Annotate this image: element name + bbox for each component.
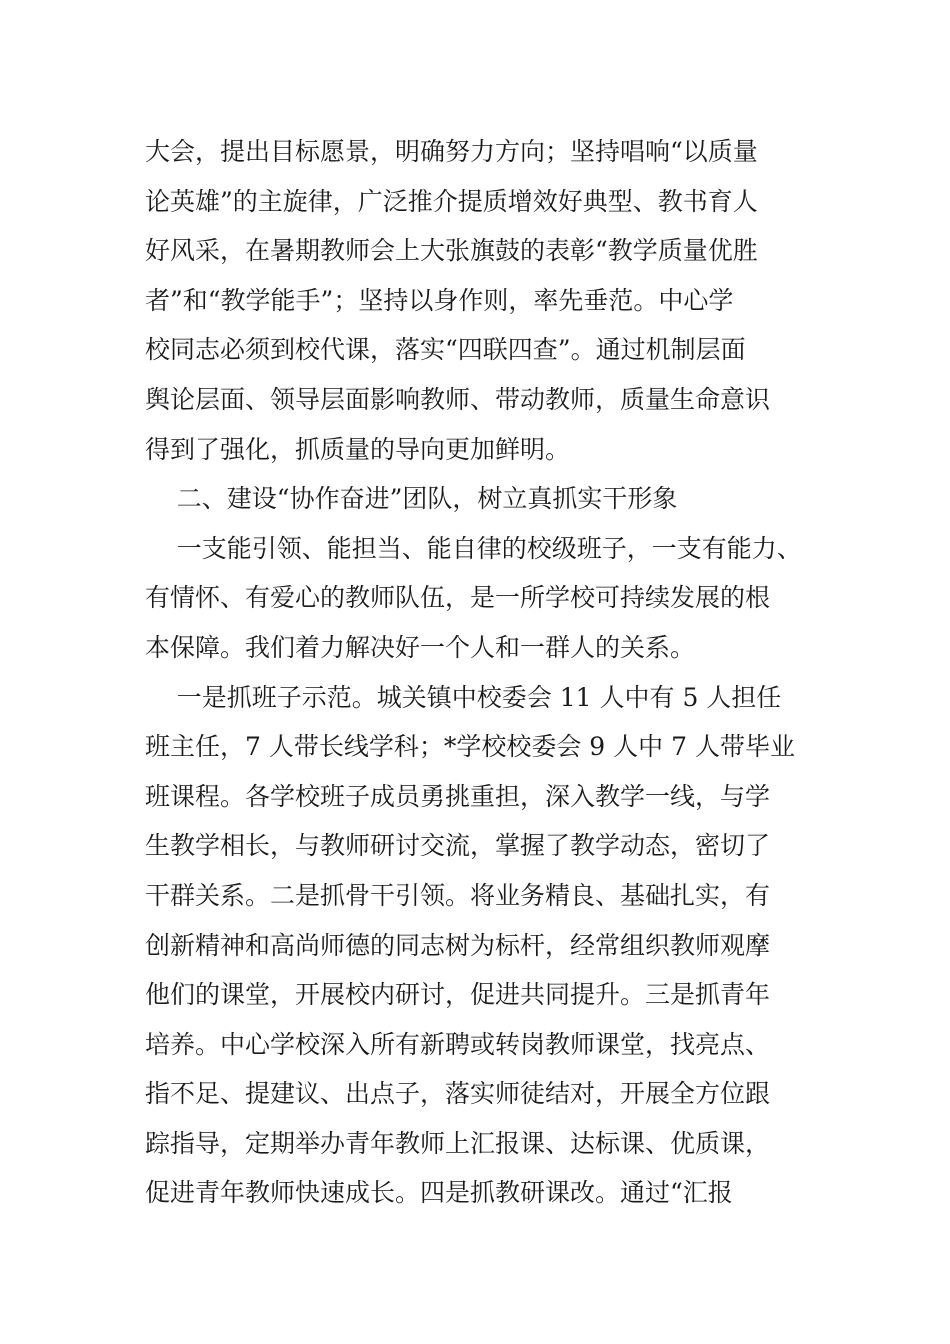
text-line: 班课程。各学校班子成员勇挑重担，深入教学一线，与学 bbox=[145, 781, 771, 811]
text-line: 舆论层面、领导层面影响教师、带动教师，质量生命意识 bbox=[145, 384, 771, 414]
text-line: 论英雄”的主旋律，广泛推介提质增效好典型、教书育人 bbox=[145, 186, 758, 216]
body-text bbox=[145, 127, 825, 1218]
text-line: 促进青年教师快速成长。四是抓教研课改。通过“汇报 bbox=[145, 1178, 733, 1208]
text-line: 校同志必须到校代课，落实“四联四查”。通过机制层面 bbox=[145, 335, 746, 365]
text-line: 生教学相长，与教师研讨交流，掌握了教学动态，密切了 bbox=[145, 831, 771, 861]
text-line: 一是抓班子示范。城关镇中校委会 11 人中有 5 人担任 bbox=[145, 682, 782, 712]
text-line: 本保障。我们着力解决好一个人和一群人的关系。 bbox=[145, 632, 696, 662]
text-line: 干群关系。二是抓骨干引领。将业务精良、基础扎实，有 bbox=[145, 880, 771, 910]
section-heading: 二、建设“协作奋进”团队，树立真抓实干形象 bbox=[145, 484, 678, 514]
text-line: 好风采，在暑期教师会上大张旗鼓的表彰“教学质量优胜 bbox=[145, 236, 758, 266]
text-line: 指不足、提建议、出点子，落实师徒结对，开展全方位跟 bbox=[145, 1079, 771, 1109]
text-line: 他们的课堂，开展校内研讨，促进共同提升。三是抓青年 bbox=[145, 980, 771, 1010]
text-line: 踪指导，定期举办青年教师上汇报课、达标课、优质课， bbox=[145, 1128, 771, 1158]
text-line: 者”和“教学能手”；坚持以身作则，率先垂范。中心学 bbox=[145, 285, 734, 315]
text-line: 创新精神和高尚师德的同志树为标杆，经常组织教师观摩 bbox=[145, 930, 771, 960]
text-line: 培养。中心学校深入所有新聘或转岗教师课堂，找亮点、 bbox=[145, 1029, 771, 1059]
text-line: 一支能引领、能担当、能自律的校级班子，一支有能力、 bbox=[145, 533, 802, 563]
text-line: 大会，提出目标愿景，明确努力方向；坚持唱响“以质量 bbox=[145, 137, 758, 166]
text-line: 得到了强化，抓质量的导向更加鲜明。 bbox=[145, 434, 571, 464]
text-line: 班主任，7 人带长线学科；*学校校委会 9 人中 7 人带毕业 bbox=[145, 732, 795, 762]
text-line: 有情怀、有爱心的教师队伍，是一所学校可持续发展的根 bbox=[145, 583, 771, 613]
